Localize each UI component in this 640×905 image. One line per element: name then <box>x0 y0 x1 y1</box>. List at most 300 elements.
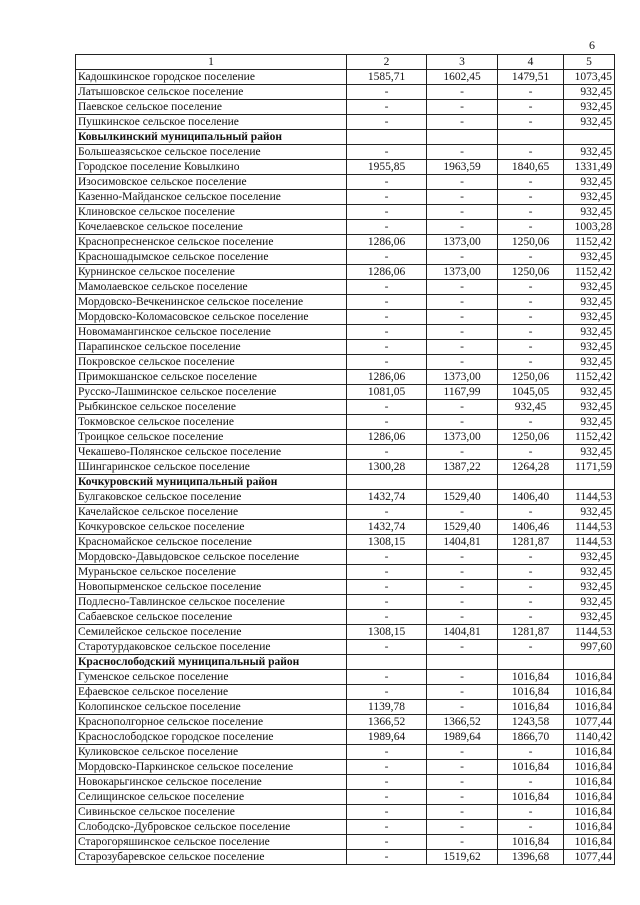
value-col-5-cell: 932,45 <box>564 595 615 610</box>
settlement-name-cell: Пушкинское сельское поселение <box>76 115 347 130</box>
value-col-5-cell: 997,60 <box>564 640 615 655</box>
value-col-2-cell <box>347 130 427 145</box>
table-row <box>76 625 615 640</box>
value-col-5-cell: 1016,84 <box>564 805 615 820</box>
value-col-2-cell: - <box>347 550 427 565</box>
value-col-5-cell: 932,45 <box>564 325 615 340</box>
value-col-4-cell: - <box>498 580 564 595</box>
value-col-3-cell: - <box>427 685 498 700</box>
value-col-4-cell: - <box>498 640 564 655</box>
value-col-3-cell: - <box>427 250 498 265</box>
settlement-name-cell: Мордовско-Вечкенинское сельское поселение <box>76 295 347 310</box>
table-row <box>76 535 615 550</box>
value-col-2-cell: 1286,06 <box>347 430 427 445</box>
value-col-2-cell: - <box>347 835 427 850</box>
value-col-4-cell: - <box>498 805 564 820</box>
value-col-3-cell: - <box>427 220 498 235</box>
value-col-4-cell: 1406,46 <box>498 520 564 535</box>
value-col-5-cell: 1016,84 <box>564 685 615 700</box>
table-row <box>76 250 615 265</box>
settlement-name-cell: Старозубаревское сельское поселение <box>76 850 347 865</box>
value-col-4-cell: - <box>498 445 564 460</box>
value-col-4-cell: 1281,87 <box>498 625 564 640</box>
value-col-5-cell: 1016,84 <box>564 820 615 835</box>
value-col-3-cell <box>427 475 498 490</box>
value-col-4-cell <box>498 130 564 145</box>
value-col-4-cell: - <box>498 325 564 340</box>
settlement-name-cell: Казенно-Майданское сельское поселение <box>76 190 347 205</box>
settlement-name-cell: Троицкое сельское поселение <box>76 430 347 445</box>
table-row <box>76 235 615 250</box>
value-col-3-cell: 1373,00 <box>427 370 498 385</box>
value-col-4-cell: - <box>498 775 564 790</box>
value-col-3-cell <box>427 130 498 145</box>
value-col-2-cell: - <box>347 670 427 685</box>
value-col-5-cell: 1144,53 <box>564 520 615 535</box>
value-col-5-cell: 932,45 <box>564 445 615 460</box>
settlement-name-cell: Старогоряшинское сельское поселение <box>76 835 347 850</box>
settlement-name-cell: Рыбкинское сельское поселение <box>76 400 347 415</box>
value-col-2-cell: - <box>347 505 427 520</box>
settlement-name-cell: Старотурдаковское сельское поселение <box>76 640 347 655</box>
table-row <box>76 100 615 115</box>
value-col-4-cell: - <box>498 340 564 355</box>
settlement-name-cell: Примокшанское сельское поселение <box>76 370 347 385</box>
value-col-4-cell: 1016,84 <box>498 685 564 700</box>
table-row <box>76 775 615 790</box>
value-col-4-cell: - <box>498 820 564 835</box>
settlement-name-cell: Токмовское сельское поселение <box>76 415 347 430</box>
settlement-name-cell: Семилейское сельское поселение <box>76 625 347 640</box>
value-col-5-cell: 932,45 <box>564 115 615 130</box>
value-col-4-cell: - <box>498 355 564 370</box>
value-col-2-cell: - <box>347 595 427 610</box>
value-col-2-cell: - <box>347 565 427 580</box>
value-col-3-cell: - <box>427 790 498 805</box>
value-col-5-cell: 932,45 <box>564 280 615 295</box>
value-col-4-cell: 1250,06 <box>498 235 564 250</box>
table-row <box>76 145 615 160</box>
header-col-2: 2 <box>347 55 427 70</box>
value-col-5-cell: 1077,44 <box>564 850 615 865</box>
settlement-name-cell: Изосимовское сельское поселение <box>76 175 347 190</box>
value-col-2-cell: - <box>347 760 427 775</box>
value-col-5-cell: 1152,42 <box>564 430 615 445</box>
value-col-2-cell: - <box>347 250 427 265</box>
value-col-2-cell: - <box>347 325 427 340</box>
value-col-5-cell: 932,45 <box>564 550 615 565</box>
settlement-name-cell: Новопырменское сельское поселение <box>76 580 347 595</box>
value-col-4-cell: - <box>498 505 564 520</box>
settlement-name-cell: Паевское сельское поселение <box>76 100 347 115</box>
value-col-4-cell: - <box>498 415 564 430</box>
value-col-2-cell: - <box>347 415 427 430</box>
value-col-3-cell: - <box>427 505 498 520</box>
value-col-2-cell: - <box>347 310 427 325</box>
value-col-2-cell <box>347 655 427 670</box>
value-col-5-cell: 1144,53 <box>564 625 615 640</box>
value-col-3-cell: 1373,00 <box>427 235 498 250</box>
table-row <box>76 400 615 415</box>
table-row <box>76 430 615 445</box>
value-col-3-cell: - <box>427 445 498 460</box>
table-row <box>76 835 615 850</box>
value-col-2-cell: - <box>347 445 427 460</box>
value-col-5-cell: 1171,59 <box>564 460 615 475</box>
value-col-3-cell: - <box>427 565 498 580</box>
table-row <box>76 70 615 85</box>
value-col-5-cell: 1144,53 <box>564 535 615 550</box>
value-col-3-cell: - <box>427 640 498 655</box>
value-col-3-cell: 1404,81 <box>427 535 498 550</box>
settlement-name-cell: Мураньское сельское поселение <box>76 565 347 580</box>
value-col-5-cell: 932,45 <box>564 340 615 355</box>
value-col-2-cell: - <box>347 400 427 415</box>
table-row <box>76 760 615 775</box>
value-col-2-cell: 1286,06 <box>347 235 427 250</box>
value-col-5-cell: 1140,42 <box>564 730 615 745</box>
value-col-2-cell: - <box>347 280 427 295</box>
table-row <box>76 505 615 520</box>
table-row <box>76 190 615 205</box>
value-col-2-cell: - <box>347 805 427 820</box>
value-col-4-cell: 1016,84 <box>498 670 564 685</box>
settlement-name-cell: Кочкуровское сельское поселение <box>76 520 347 535</box>
value-col-5-cell: 932,45 <box>564 610 615 625</box>
value-col-2-cell: - <box>347 685 427 700</box>
value-col-5-cell: 1152,42 <box>564 265 615 280</box>
value-col-4-cell: 1045,05 <box>498 385 564 400</box>
value-col-4-cell: - <box>498 595 564 610</box>
district-name-cell: Краснослободский муниципальный район <box>76 655 347 670</box>
value-col-3-cell: - <box>427 400 498 415</box>
value-col-3-cell: - <box>427 205 498 220</box>
table-row <box>76 265 615 280</box>
settlement-name-cell: Краснополгорное сельское поселение <box>76 715 347 730</box>
value-col-5-cell: 1016,84 <box>564 790 615 805</box>
table-row <box>76 340 615 355</box>
value-col-4-cell: 1250,06 <box>498 370 564 385</box>
value-col-2-cell: 1286,06 <box>347 370 427 385</box>
header-col-5: 5 <box>564 55 615 70</box>
value-col-2-cell <box>347 475 427 490</box>
value-col-3-cell: 1373,00 <box>427 265 498 280</box>
settlement-name-cell: Гуменское сельское поселение <box>76 670 347 685</box>
value-col-2-cell: - <box>347 745 427 760</box>
value-col-3-cell: - <box>427 115 498 130</box>
value-col-3-cell: 1167,99 <box>427 385 498 400</box>
table-row <box>76 205 615 220</box>
settlement-name-cell: Мордовско-Давыдовское сельское поселение <box>76 550 347 565</box>
settlement-name-cell: Парапинское сельское поселение <box>76 340 347 355</box>
value-col-5-cell: 1144,53 <box>564 490 615 505</box>
value-col-2-cell: 1139,78 <box>347 700 427 715</box>
settlement-name-cell: Красношадымское сельское поселение <box>76 250 347 265</box>
value-col-5-cell: 932,45 <box>564 565 615 580</box>
value-col-3-cell: - <box>427 700 498 715</box>
value-col-2-cell: 1081,05 <box>347 385 427 400</box>
header-col-3: 3 <box>427 55 498 70</box>
value-col-2-cell: - <box>347 610 427 625</box>
value-col-5-cell: 932,45 <box>564 580 615 595</box>
value-col-2-cell: 1955,85 <box>347 160 427 175</box>
value-col-2-cell: - <box>347 580 427 595</box>
value-col-5-cell <box>564 130 615 145</box>
settlement-name-cell: Мамолаевское сельское поселение <box>76 280 347 295</box>
table-row <box>76 280 615 295</box>
value-col-5-cell: 932,45 <box>564 355 615 370</box>
value-col-5-cell: 1016,84 <box>564 670 615 685</box>
table-row <box>76 175 615 190</box>
value-col-5-cell: 932,45 <box>564 295 615 310</box>
value-col-3-cell: 1989,64 <box>427 730 498 745</box>
value-col-5-cell: 932,45 <box>564 85 615 100</box>
value-col-2-cell: - <box>347 145 427 160</box>
value-col-2-cell: 1989,64 <box>347 730 427 745</box>
settlement-name-cell: Кочелаевское сельское поселение <box>76 220 347 235</box>
value-col-5-cell: 1077,44 <box>564 715 615 730</box>
value-col-5-cell: 932,45 <box>564 385 615 400</box>
value-col-4-cell: 1016,84 <box>498 760 564 775</box>
table-row <box>76 790 615 805</box>
table-row <box>76 580 615 595</box>
value-col-4-cell: - <box>498 145 564 160</box>
value-col-3-cell: 1404,81 <box>427 625 498 640</box>
value-col-4-cell: 1243,58 <box>498 715 564 730</box>
value-col-5-cell: 1016,84 <box>564 745 615 760</box>
value-col-3-cell: 1519,62 <box>427 850 498 865</box>
value-col-2-cell: - <box>347 775 427 790</box>
value-col-3-cell: 1387,22 <box>427 460 498 475</box>
settlement-name-cell: Качелайское сельское поселение <box>76 505 347 520</box>
settlement-name-cell: Кадошкинское городское поселение <box>76 70 347 85</box>
table-row <box>76 310 615 325</box>
settlement-name-cell: Сабаевское сельское поселение <box>76 610 347 625</box>
value-col-3-cell: 1529,40 <box>427 490 498 505</box>
settlement-name-cell: Куликовское сельское поселение <box>76 745 347 760</box>
value-col-2-cell: - <box>347 220 427 235</box>
value-col-5-cell: 932,45 <box>564 100 615 115</box>
value-col-4-cell: - <box>498 100 564 115</box>
settlement-name-cell: Новокарьгинское сельское поселение <box>76 775 347 790</box>
value-col-5-cell: 932,45 <box>564 250 615 265</box>
page-number: 6 <box>589 38 595 52</box>
value-col-3-cell: - <box>427 760 498 775</box>
value-col-5-cell: 1016,84 <box>564 700 615 715</box>
value-col-5-cell: 1003,28 <box>564 220 615 235</box>
value-col-5-cell <box>564 475 615 490</box>
value-col-2-cell: - <box>347 295 427 310</box>
value-col-3-cell: - <box>427 580 498 595</box>
settlement-name-cell: Шингаринское сельское поселение <box>76 460 347 475</box>
table-row <box>76 715 615 730</box>
table-header-row <box>76 55 615 70</box>
value-col-5-cell: 1016,84 <box>564 775 615 790</box>
settlement-name-cell: Подлесно-Тавлинское сельское поселение <box>76 595 347 610</box>
value-col-5-cell: 1152,42 <box>564 370 615 385</box>
settlement-name-cell: Сивиньское сельское поселение <box>76 805 347 820</box>
settlement-name-cell: Чекашево-Полянское сельское поселение <box>76 445 347 460</box>
table-row <box>76 460 615 475</box>
table-row <box>76 550 615 565</box>
value-col-5-cell: 1152,42 <box>564 235 615 250</box>
table-row <box>76 640 615 655</box>
value-col-5-cell: 932,45 <box>564 310 615 325</box>
value-col-3-cell: 1366,52 <box>427 715 498 730</box>
table-row <box>76 445 615 460</box>
value-col-4-cell: - <box>498 295 564 310</box>
table-body <box>76 70 615 865</box>
table-row <box>76 805 615 820</box>
value-col-2-cell: - <box>347 100 427 115</box>
value-col-3-cell: - <box>427 175 498 190</box>
value-col-2-cell: 1308,15 <box>347 625 427 640</box>
settlement-name-cell: Латышовское сельское поселение <box>76 85 347 100</box>
settlement-name-cell: Красномайское сельское поселение <box>76 535 347 550</box>
header-col-4: 4 <box>498 55 564 70</box>
table-row <box>76 385 615 400</box>
value-col-2-cell: - <box>347 850 427 865</box>
settlement-name-cell: Колопинское сельское поселение <box>76 700 347 715</box>
settlement-name-cell: Ефаевское сельское поселение <box>76 685 347 700</box>
settlement-name-cell: Городское поселение Ковылкино <box>76 160 347 175</box>
settlement-name-cell: Селищинское сельское поселение <box>76 790 347 805</box>
settlement-name-cell: Краснопресненское сельское поселение <box>76 235 347 250</box>
value-col-4-cell: 1281,87 <box>498 535 564 550</box>
settlement-name-cell: Курнинское сельское поселение <box>76 265 347 280</box>
value-col-4-cell: - <box>498 565 564 580</box>
value-col-5-cell: 1073,45 <box>564 70 615 85</box>
table-row <box>76 595 615 610</box>
section-header-row <box>76 655 615 670</box>
table-row <box>76 325 615 340</box>
value-col-2-cell: 1286,06 <box>347 265 427 280</box>
value-col-2-cell: - <box>347 175 427 190</box>
header-col-1: 1 <box>76 55 347 70</box>
table-row <box>76 85 615 100</box>
value-col-3-cell: - <box>427 100 498 115</box>
value-col-5-cell: 932,45 <box>564 190 615 205</box>
value-col-3-cell: 1602,45 <box>427 70 498 85</box>
district-name-cell: Кочкуровский муниципальный район <box>76 475 347 490</box>
value-col-3-cell: 1529,40 <box>427 520 498 535</box>
value-col-2-cell: 1432,74 <box>347 490 427 505</box>
value-col-3-cell: - <box>427 325 498 340</box>
value-col-4-cell: 1016,84 <box>498 835 564 850</box>
table-row <box>76 820 615 835</box>
value-col-5-cell: 932,45 <box>564 505 615 520</box>
value-col-4-cell: - <box>498 310 564 325</box>
value-col-2-cell: 1432,74 <box>347 520 427 535</box>
value-col-4-cell: - <box>498 250 564 265</box>
value-col-5-cell: 1331,49 <box>564 160 615 175</box>
value-col-2-cell: 1300,28 <box>347 460 427 475</box>
settlement-name-cell: Мордовско-Паркинское сельское поселение <box>76 760 347 775</box>
table-row <box>76 415 615 430</box>
value-col-5-cell: 932,45 <box>564 145 615 160</box>
table-row <box>76 220 615 235</box>
value-col-4-cell: 1406,40 <box>498 490 564 505</box>
value-col-2-cell: - <box>347 205 427 220</box>
value-col-3-cell: - <box>427 355 498 370</box>
value-col-4-cell: 1396,68 <box>498 850 564 865</box>
value-col-4-cell: - <box>498 550 564 565</box>
table-row <box>76 295 615 310</box>
value-col-2-cell: - <box>347 790 427 805</box>
value-col-2-cell: 1366,52 <box>347 715 427 730</box>
value-col-3-cell: - <box>427 670 498 685</box>
value-col-4-cell: - <box>498 85 564 100</box>
value-col-4-cell: - <box>498 190 564 205</box>
table-row <box>76 520 615 535</box>
settlement-name-cell: Клиновское сельское поселение <box>76 205 347 220</box>
value-col-3-cell: - <box>427 610 498 625</box>
value-col-3-cell: - <box>427 805 498 820</box>
value-col-3-cell: 1373,00 <box>427 430 498 445</box>
table-row <box>76 565 615 580</box>
value-col-4-cell: 1250,06 <box>498 430 564 445</box>
table-row <box>76 745 615 760</box>
value-col-4-cell: - <box>498 220 564 235</box>
value-col-2-cell: - <box>347 355 427 370</box>
settlement-name-cell: Краснослободское городское поселение <box>76 730 347 745</box>
table-row <box>76 730 615 745</box>
value-col-4-cell: - <box>498 115 564 130</box>
value-col-4-cell: - <box>498 175 564 190</box>
value-col-4-cell: 1016,84 <box>498 700 564 715</box>
table-row <box>76 685 615 700</box>
tariff-table <box>75 54 615 865</box>
value-col-4-cell: - <box>498 280 564 295</box>
district-name-cell: Ковылкинский муниципальный район <box>76 130 347 145</box>
settlement-name-cell: Новомамангинское сельское поселение <box>76 325 347 340</box>
table-row <box>76 850 615 865</box>
value-col-5-cell <box>564 655 615 670</box>
value-col-3-cell: - <box>427 295 498 310</box>
value-col-3-cell <box>427 655 498 670</box>
value-col-5-cell: 932,45 <box>564 205 615 220</box>
settlement-name-cell: Слободско-Дубровское сельское поселение <box>76 820 347 835</box>
value-col-4-cell: - <box>498 745 564 760</box>
value-col-4-cell: 1479,51 <box>498 70 564 85</box>
table-row <box>76 355 615 370</box>
value-col-5-cell: 1016,84 <box>564 835 615 850</box>
settlement-name-cell: Мордовско-Коломасовское сельское поселение <box>76 310 347 325</box>
value-col-2-cell: - <box>347 85 427 100</box>
value-col-3-cell: - <box>427 310 498 325</box>
value-col-2-cell: 1308,15 <box>347 535 427 550</box>
value-col-2-cell: - <box>347 640 427 655</box>
value-col-3-cell: 1963,59 <box>427 160 498 175</box>
value-col-3-cell: - <box>427 340 498 355</box>
value-col-5-cell: 1016,84 <box>564 760 615 775</box>
table-row <box>76 490 615 505</box>
value-col-3-cell: - <box>427 835 498 850</box>
table-row <box>76 700 615 715</box>
value-col-4-cell: 1264,28 <box>498 460 564 475</box>
value-col-4-cell: - <box>498 205 564 220</box>
settlement-name-cell: Большеазясьское сельское поселение <box>76 145 347 160</box>
table-row <box>76 160 615 175</box>
section-header-row <box>76 130 615 145</box>
value-col-5-cell: 932,45 <box>564 415 615 430</box>
value-col-4-cell: 1016,84 <box>498 790 564 805</box>
value-col-3-cell: - <box>427 550 498 565</box>
value-col-4-cell <box>498 655 564 670</box>
value-col-4-cell: 1866,70 <box>498 730 564 745</box>
value-col-2-cell: - <box>347 190 427 205</box>
value-col-2-cell: - <box>347 340 427 355</box>
